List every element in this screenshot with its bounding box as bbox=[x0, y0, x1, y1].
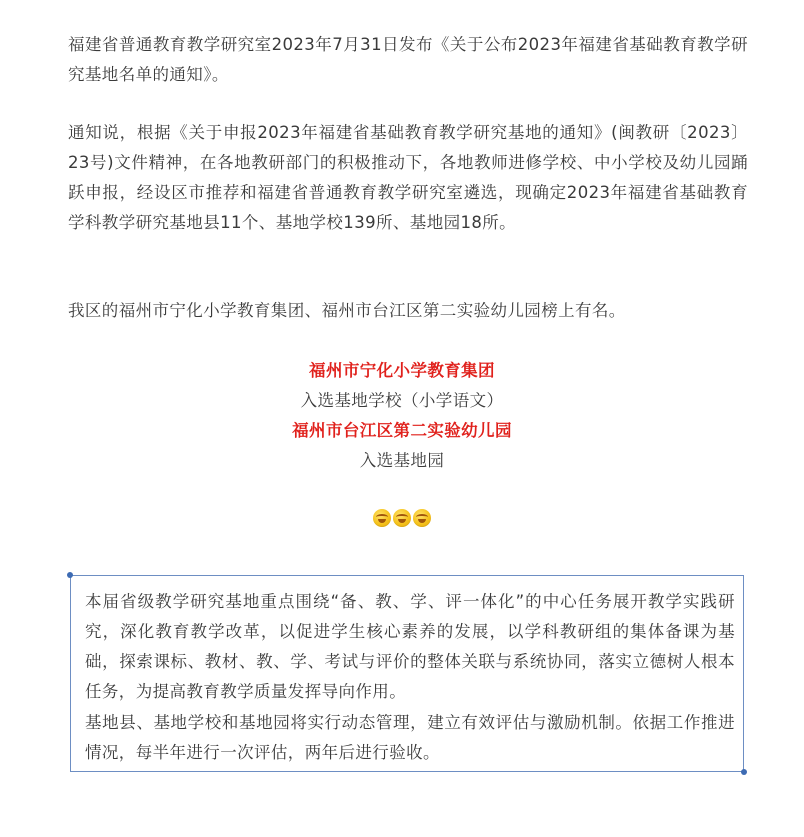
callout-paragraph-goals: 本届省级教学研究基地重点围绕“备、教、学、评一体化”的中心任务展开教学实践研究，深化教育教学改革，以促进学生核心素养的发展，以学科教研组的集体备课为基础，探索课标、教材、教、学、考试与评价的整体关联与系统协同，落实立德树人根本任务，为提高教育教学质量发挥导向作用。 bbox=[85, 592, 735, 701]
celebrate-emoji-icon bbox=[373, 509, 391, 527]
intro-paragraph: 福建省普通教育教学研究室2023年7月31日发布《关于公布2023年福建省基础教育教学研究基地名单的通知》。 bbox=[68, 35, 748, 84]
honor-kindergarten-category: 入选基地园 bbox=[359, 451, 445, 470]
district-paragraph: 我区的福州市宁化小学教育集团、福州市台江区第二实验幼儿园榜上有名。 bbox=[68, 301, 626, 320]
honor-school-name: 福州市宁化小学教育集团 bbox=[309, 361, 495, 380]
callout-box bbox=[70, 575, 744, 772]
corner-dot-icon bbox=[67, 572, 73, 578]
corner-dot-icon bbox=[741, 769, 747, 775]
celebrate-emoji-icon bbox=[413, 509, 431, 527]
honor-school-category: 入选基地学校（小学语文） bbox=[300, 391, 504, 410]
emoji-row bbox=[0, 509, 804, 527]
honor-kindergarten-name: 福州市台江区第二实验幼儿园 bbox=[292, 421, 512, 440]
notice-paragraph: 通知说，根据《关于申报2023年福建省基础教育教学研究基地的通知》(闽教研〔2023〕23号)文件精神，在各地教研部门的积极推动下，各地教师进修学校、中小学校及幼儿园踊跃申报，经设区市推荐和福建省普通教育教学研究室遴选，现确定2023年福建省基础教育学科教学研究基地县11个、基地学校139所、基地园18所。 bbox=[68, 123, 748, 232]
celebrate-emoji-icon bbox=[393, 509, 411, 527]
callout-paragraph-management: 基地县、基地学校和基地园将实行动态管理，建立有效评估与激励机制。依据工作推进情况，每半年进行一次评估，两年后进行验收。 bbox=[85, 713, 735, 762]
